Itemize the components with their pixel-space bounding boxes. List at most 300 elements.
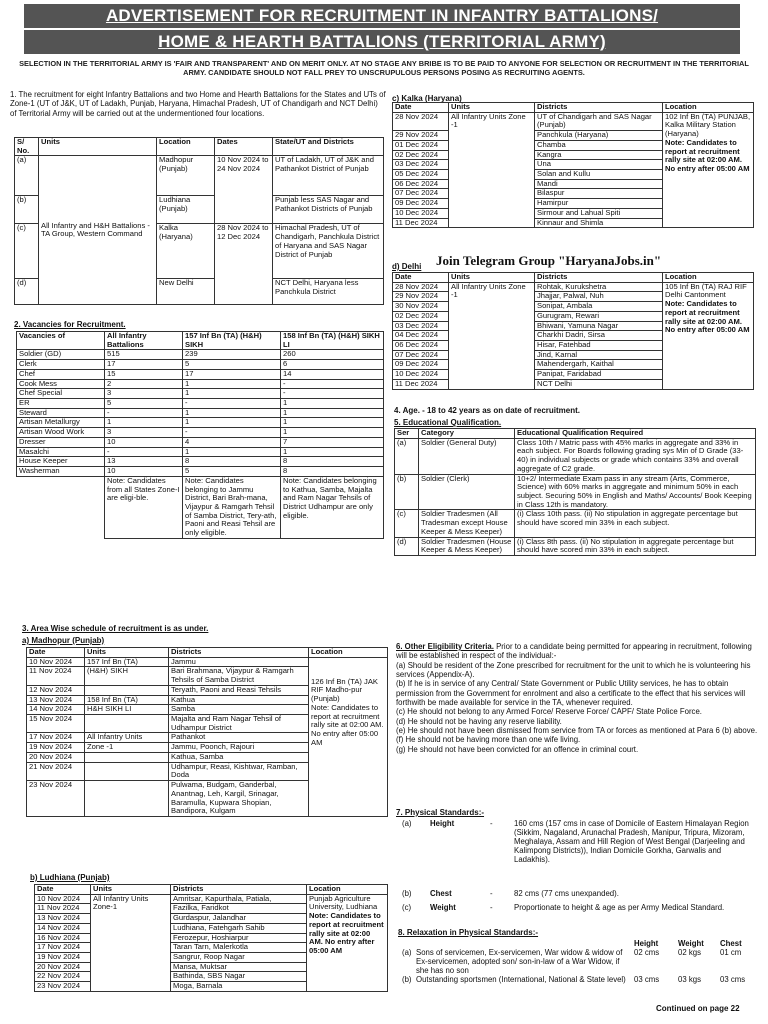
delhi-date: 02 Dec 2024: [393, 311, 449, 321]
relaxation-weight: 02 kgs: [678, 947, 701, 957]
vacancy-count: 2: [105, 379, 183, 389]
eligibility-item: (c) He should not belong to any Armed Force/ Reserve Force/ CAPF/ State Police Force.: [396, 707, 702, 717]
physical-ser: (b): [402, 889, 412, 898]
t1-header-dates: Dates: [215, 138, 273, 156]
vacancy-post: House Keeper: [17, 457, 105, 467]
vacancy-count: 5: [105, 399, 183, 409]
kalka-date: 10 Dec 2024: [393, 208, 449, 218]
vacancy-count: 1: [183, 408, 281, 418]
vacancy-count: 515: [105, 350, 183, 360]
education-requirement: (i) Class 8th pass. (ii) No stipulation in aggregate percentage but should have scored min 33% in each subject.: [515, 537, 756, 555]
madhopur-unit: H&H SIKH LI: [85, 705, 169, 715]
delhi-heading: d) Delhi: [392, 262, 422, 271]
t1-districts: Punjab less SAS Nagar and Pathankot Districts of Punjab: [273, 196, 384, 224]
vacancy-count: -: [183, 399, 281, 409]
kalka-header: Date: [393, 103, 449, 113]
madhopur-header: Districts: [169, 648, 309, 658]
eligibility-item: (g) He should not have been convicted for an offence in criminal court.: [396, 744, 639, 754]
ludhiana-note: Note: Candidates to report at recruitment rally site at 02:00 AM. No entry after 05:00 AM: [309, 911, 384, 956]
relaxation-text: Outstanding sportsmen (International, National & State level): [416, 974, 626, 984]
delhi-header: Location: [663, 273, 754, 283]
ludhiana-date: 23 Nov 2024: [35, 982, 91, 992]
t1-units: All Infantry and H&H Battalions - TA Group, Western Command: [39, 156, 157, 305]
physical-label: Weight: [430, 903, 456, 912]
vacancy-row: [17, 379, 384, 389]
edu-header: Ser: [395, 429, 419, 439]
vacancy-post: Artisan Wood Work: [17, 428, 105, 438]
telegram-watermark: Join Telegram Group "HaryanaJobs.in": [436, 253, 662, 268]
delhi-district: Panipat, Faridabad: [535, 370, 663, 380]
madhopur-district: Teryath, Paoni and Reasi Tehsils: [169, 685, 309, 695]
physical-value: 82 cms (77 cms unexpanded).: [514, 889, 619, 898]
t1-header-location: Location: [157, 138, 215, 156]
relaxation-weight: 03 kgs: [678, 974, 701, 984]
madhopur-header: Units: [85, 648, 169, 658]
vacancy-count: 4: [183, 437, 281, 447]
madhopur-date: 15 Nov 2024: [27, 715, 85, 733]
delhi-district: Charkhi Dadri, Sirsa: [535, 331, 663, 341]
madhopur-date: 11 Nov 2024: [27, 667, 85, 685]
t1-dates: 10 Nov 2024 to 24 Nov 2024: [215, 156, 273, 224]
vacancies-heading: 2. Vacancies for Recruitment.: [14, 320, 126, 329]
edu-header: Category: [419, 429, 515, 439]
ludhiana-district: Taran Tarn, Malerkotla: [171, 943, 307, 953]
madhopur-unit: [85, 762, 169, 780]
t1-header-districts: State/UT and Districts: [273, 138, 384, 156]
vacancy-count: 1: [281, 408, 384, 418]
delhi-district: NCT Delhi: [535, 379, 663, 389]
physical-value: Proportionate to height & age as per Army Medical Standard.: [514, 903, 725, 912]
relaxation-chest: 03 cms: [720, 974, 746, 984]
dash-separator: -: [490, 889, 493, 898]
madhopur-district: Pulwama, Budgam, Ganderbal, Anantnag, Leh, Kargil, Srinagar, Baramulla, Kupwara Shopian, Bandipora, Kulgam: [169, 781, 309, 817]
age-text: 4. Age. - 18 to 42 years as on date of recruitment.: [394, 406, 580, 415]
madhopur-heading: a) Madhopur (Punjab): [22, 636, 105, 645]
madhopur-district: Udhampur, Reasi, Kishtwar, Ramban, Doda: [169, 762, 309, 780]
delhi-date: 04 Dec 2024: [393, 331, 449, 341]
ludhiana-header: Districts: [171, 885, 307, 895]
vacancy-row: [17, 467, 384, 477]
kalka-district: Solan and Kullu: [535, 170, 663, 180]
education-table: [394, 428, 756, 556]
vacancy-row: [17, 369, 384, 379]
madhopur-location: [309, 657, 388, 816]
ludhiana-date: 22 Nov 2024: [35, 972, 91, 982]
vacancy-count: 1: [281, 447, 384, 457]
t1-location: Kalka (Haryana): [157, 224, 215, 279]
ludhiana-district: Sangrur, Roop Nagar: [171, 953, 307, 963]
relaxation-chest: 01 cm: [720, 947, 742, 957]
madhopur-date: 20 Nov 2024: [27, 752, 85, 762]
madhopur-district: Bari Brahmana, Vijaypur & Ramgarh Tehsils of Samba District: [169, 667, 309, 685]
t1-sno: (c): [15, 224, 39, 279]
t1-header-sno: S/ No.: [15, 138, 39, 156]
vacancy-post: Cook Mess: [17, 379, 105, 389]
edu-header: Educational Qualification Required: [515, 429, 756, 439]
kalka-heading: c) Kalka (Haryana): [392, 94, 462, 103]
vacancy-row: [17, 389, 384, 399]
delhi-date: 29 Nov 2024: [393, 292, 449, 302]
kalka-date: 07 Dec 2024: [393, 189, 449, 199]
madhopur-district: Samba: [169, 705, 309, 715]
schedule-heading: 3. Area Wise schedule of recruitment is as under.: [22, 624, 209, 633]
delhi-location: [663, 282, 754, 389]
vacancy-count: -: [281, 389, 384, 399]
education-category: Soldier Tradesmen (All Tradesman except House Keeper & Mess Keeper): [419, 510, 515, 537]
education-row: [395, 474, 756, 510]
madhopur-date: 23 Nov 2024: [27, 781, 85, 817]
kalka-unit: All Infantry Units Zone -1: [449, 112, 535, 228]
title-line-2: HOME & HEARTH BATTALIONS (TERRITORIAL ARMY): [24, 30, 740, 54]
ludhiana-location-name: Punjab Agriculture University, Ludhiana: [309, 893, 378, 912]
education-row: [395, 537, 756, 555]
ludhiana-district: Moga, Barnala: [171, 982, 307, 992]
ludhiana-heading: b) Ludhiana (Punjab): [30, 873, 110, 882]
kalka-date: 03 Dec 2024: [393, 160, 449, 170]
dash-separator: -: [490, 819, 493, 828]
eligibility-item: (f) He should not be having more than one wife living.: [396, 735, 581, 745]
madhopur-location-name: 126 Inf Bn (TA) JAK RIF Madho-pur (Punjab): [311, 676, 378, 704]
madhopur-date: 12 Nov 2024: [27, 685, 85, 695]
vacancy-count: 5: [183, 360, 281, 370]
relax-header-height: Height: [634, 939, 659, 948]
kalka-date: 05 Dec 2024: [393, 170, 449, 180]
vac-header: 157 Inf Bn (TA) (H&H) SIKH: [183, 332, 281, 350]
education-heading: 5. Educational Qualification.: [394, 418, 502, 427]
ludhiana-date: 11 Nov 2024: [35, 904, 91, 914]
vacancy-post: Chef: [17, 369, 105, 379]
vacancy-count: 1: [281, 399, 384, 409]
vacancy-count: 1: [183, 379, 281, 389]
ludhiana-district: Amritsar, Kapurthala, Patiala,: [171, 894, 307, 904]
madhopur-unit: [85, 685, 169, 695]
eligibility-heading: 6. Other Eligibility Criteria.: [396, 642, 494, 651]
vacancy-count: 10: [105, 467, 183, 477]
relaxation-heading: 8. Relaxation in Physical Standards:-: [398, 928, 539, 937]
madhopur-district: Jammu, Poonch, Rajouri: [169, 743, 309, 753]
relaxation-row: [400, 949, 760, 976]
t1-sno: (a): [15, 156, 39, 196]
madhopur-district: Jammu: [169, 657, 309, 667]
kalka-district: Sirmour and Lahual Spiti: [535, 208, 663, 218]
ludhiana-unit: All Infantry Units Zone-1: [91, 894, 171, 991]
delhi-date: 07 Dec 2024: [393, 350, 449, 360]
vac-header: All Infantry Battalions: [105, 332, 183, 350]
delhi-district: Mahendergarh, Kaithal: [535, 360, 663, 370]
vacancies-table: [16, 331, 384, 539]
vacancy-post: Steward: [17, 408, 105, 418]
physical-ser: (c): [402, 903, 412, 912]
madhopur-date: 19 Nov 2024: [27, 743, 85, 753]
kalka-date: 02 Dec 2024: [393, 150, 449, 160]
vacancy-post: Washerman: [17, 467, 105, 477]
t1-districts: UT of Ladakh, UT of J&K and Pathankot District of Punjab: [273, 156, 384, 196]
vacancy-count: 17: [183, 369, 281, 379]
vacancy-count: 8: [281, 467, 384, 477]
kalka-district: Bilaspur: [535, 189, 663, 199]
vacancy-count: 260: [281, 350, 384, 360]
madhopur-district: Pathankot: [169, 733, 309, 743]
madhopur-date: 14 Nov 2024: [27, 705, 85, 715]
vacancy-row: [17, 447, 384, 457]
ludhiana-location: [307, 894, 388, 991]
education-ser: (b): [395, 474, 419, 510]
vac-note: Note: Candidates belonging to Kathua, Samba, Majalta and Ram Nagar Tehsils of District Udhampur are only eligible.: [281, 476, 384, 538]
delhi-date: 10 Dec 2024: [393, 370, 449, 380]
ludhiana-date: 14 Nov 2024: [35, 923, 91, 933]
madhopur-district: Majalta and Ram Nagar Tehsil of Udhampur District: [169, 715, 309, 733]
vac-header: Vacancies of: [17, 332, 105, 350]
eligibility-item: (b) If he is in service of any Central/ State Government or Public Utility services, he has to obtain permission from the Government for enrolment and also a certificate to the effect that his services will forthwith be made available for service in the TA, whenever required.: [396, 679, 746, 708]
kalka-district: Panchkula (Haryana): [535, 131, 663, 141]
ludhiana-header: Date: [35, 885, 91, 895]
kalka-date: 29 Nov 2024: [393, 131, 449, 141]
kalka-row: [393, 112, 754, 130]
kalka-date: 11 Dec 2024: [393, 218, 449, 228]
vacancy-count: 1: [183, 418, 281, 428]
physical-label: Height: [430, 819, 455, 828]
madhopur-unit: (H&H) SIKH: [85, 667, 169, 685]
vacancy-count: 1: [183, 389, 281, 399]
vacancy-count: 1: [281, 418, 384, 428]
vacancy-count: 8: [183, 457, 281, 467]
education-ser: (a): [395, 438, 419, 474]
physical-row: [400, 820, 758, 890]
physical-row: [400, 890, 758, 904]
kalka-district: Mandi: [535, 179, 663, 189]
vacancy-count: 7: [281, 437, 384, 447]
vacancy-row: [17, 428, 384, 438]
vac-header: 158 Inf Bn (TA) (H&H) SIKH LI: [281, 332, 384, 350]
education-requirement: (i) Class 10th pass. (ii) No stipulation in aggregate percentage but should have scored min 33% in each subject.: [515, 510, 756, 537]
madhopur-date: 13 Nov 2024: [27, 695, 85, 705]
vacancy-post: Dresser: [17, 437, 105, 447]
kalka-district: Kinnaur and Shimla: [535, 218, 663, 228]
eligibility-item: (d) He should not be having any reserve liability.: [396, 716, 562, 726]
delhi-date: 28 Nov 2024: [393, 282, 449, 292]
vacancy-post: ER: [17, 399, 105, 409]
madhopur-unit: [85, 752, 169, 762]
t1-sno: (d): [15, 279, 39, 305]
delhi-note: Note: Candidates to report at recruitment rally site at 02:00 AM. No entry after 05:00 AM: [665, 299, 750, 335]
vacancy-row: [17, 360, 384, 370]
vacancy-count: 15: [105, 369, 183, 379]
kalka-header: Units: [449, 103, 535, 113]
kalka-district: Una: [535, 160, 663, 170]
ludhiana-district: Mansa, Muktsar: [171, 962, 307, 972]
locations-table: [14, 137, 384, 305]
physical-ser: (a): [402, 819, 412, 828]
t1-dates: 28 Nov 2024 to 12 Dec 2024: [215, 224, 273, 305]
madhopur-date: 10 Nov 2024: [27, 657, 85, 667]
relax-header-chest: Chest: [720, 939, 742, 948]
relaxation-height: 02 cms: [634, 947, 660, 957]
continued-text: Continued on page 22: [656, 1004, 740, 1013]
education-category: Soldier (General Duty): [419, 438, 515, 474]
physical-table: [400, 820, 758, 918]
vacancy-count: 13: [105, 457, 183, 467]
education-row: [395, 438, 756, 474]
education-category: Soldier (Clerk): [419, 474, 515, 510]
physical-row: [400, 904, 758, 918]
physical-heading: 7. Physical Standards:-: [396, 808, 485, 817]
kalka-date: 28 Nov 2024: [393, 112, 449, 130]
madhopur-header: Location: [309, 648, 388, 658]
vacancy-count: -: [183, 428, 281, 438]
vacancy-count: 10: [105, 437, 183, 447]
ludhiana-date: 17 Nov 2024: [35, 943, 91, 953]
title-line-1: ADVERTISEMENT FOR RECRUITMENT IN INFANTRY BATTALIONS/: [24, 4, 740, 28]
ludhiana-district: Fazilka, Faridkot: [171, 904, 307, 914]
vacancy-post: Masalchi: [17, 447, 105, 457]
madhopur-date: 21 Nov 2024: [27, 762, 85, 780]
t1-districts: Himachal Pradesh, UT of Chandigarh, Panchkula District of Haryana and SAS Nagar District of Punjab: [273, 224, 384, 279]
education-requirement: 10+2/ Intermediate Exam pass in any stream (Arts, Commerce, Science) with 60% marks in aggregate and minimum 50% in each subject. Securing 50% in English and Maths/ Accounts/ Book Keeping in Class 12th is mandatory.: [515, 474, 756, 510]
kalka-district: UT of Chandigarh and SAS Nagar (Punjab): [535, 112, 663, 130]
vacancy-post: Clerk: [17, 360, 105, 370]
kalka-date: 06 Dec 2024: [393, 179, 449, 189]
ludhiana-date: 16 Nov 2024: [35, 933, 91, 943]
vacancy-count: -: [281, 379, 384, 389]
vac-note: Note: Candidates from all States Zone-I are eligi-ble.: [105, 476, 183, 538]
ludhiana-header: Location: [307, 885, 388, 895]
kalka-district: Hamirpur: [535, 199, 663, 209]
ludhiana-district: Ferozepur, Hoshiarpur: [171, 933, 307, 943]
t1-location: Madhopur (Punjab): [157, 156, 215, 196]
delhi-header: Districts: [535, 273, 663, 283]
delhi-date: 03 Dec 2024: [393, 321, 449, 331]
vacancy-post: Artisan Metallurgy: [17, 418, 105, 428]
madhopur-unit: 157 Inf Bn (TA): [85, 657, 169, 667]
madhopur-district: Kathua: [169, 695, 309, 705]
vacancy-count: 1: [105, 418, 183, 428]
ludhiana-district: Ludhiana, Fatehgarh Sahib: [171, 923, 307, 933]
delhi-date: 06 Dec 2024: [393, 341, 449, 351]
relaxation-text: Sons of servicemen, Ex-servicemen, War widow & widow of Ex-servicemen, adopted son/ son-in-law of a War Widow, if she has no son: [416, 947, 623, 975]
relaxation-ser: (a): [402, 947, 412, 957]
delhi-district: Jind, Karnal: [535, 350, 663, 360]
education-row: [395, 510, 756, 537]
madhopur-unit: [85, 781, 169, 817]
physical-value: 160 cms (157 cms in case of Domicile of Eastern Himalayan Region (Sikkim, Nagaland, Arunachal Pradesh, Manipur, Tripura, Mizoram, Meghalaya, Assam and Hill Region of West Bengal (Darjeeling and Kalimpong Districts)), Indian Domicile Gorkha, Garwalis and Ladakhis).: [514, 819, 749, 864]
vacancy-count: 1: [281, 428, 384, 438]
education-ser: (d): [395, 537, 419, 555]
kalka-table: [392, 102, 754, 228]
vacancy-count: -: [105, 447, 183, 457]
delhi-table: [392, 272, 754, 390]
vacancy-post: Soldier (GD): [17, 350, 105, 360]
delhi-unit: All Infantry Units Zone -1: [449, 282, 535, 389]
madhopur-table: [26, 647, 388, 817]
relaxation-ser: (b): [402, 974, 412, 984]
eligibility-item: (e) He should not have been dismissed from service from TA or forces as mentioned at Para 6 (b) above.: [396, 726, 758, 736]
ludhiana-table: [34, 884, 388, 992]
intro-paragraph: 1. The recruitment for eight Infantry Battalions and two Home and Hearth Battalions for the States and UTs of Zone-1 (UT of J&K, UT of Ladakh, Punjab, Haryana, Himachal Pradesh, UT of Chandigarh and NCT Delhi) of Territorial Army will be carried out at the undermentioned four locations.: [10, 90, 386, 118]
eligibility-intro: Prior to a candidate being permitted for appearing in recruitment, following will be established in respect of the individual:-: [396, 642, 752, 661]
vacancy-count: 1: [183, 447, 281, 457]
madhopur-unit: 158 Inf Bn (TA): [85, 695, 169, 705]
madhopur-note: Note: Candidates to report at recruitment rally site at 02:00 AM. No entry after 05:00 AM: [311, 702, 384, 747]
ludhiana-date: 20 Nov 2024: [35, 962, 91, 972]
kalka-header: Districts: [535, 103, 663, 113]
kalka-date: 01 Dec 2024: [393, 140, 449, 150]
madhopur-unit: Zone -1: [85, 743, 169, 753]
relax-header-weight: Weight: [678, 939, 704, 948]
madhopur-district: Kathua, Samba: [169, 752, 309, 762]
eligibility-item: (a) Should be resident of the Zone prescribed for recruitment for the unit to which he is volunteering his services (Appendix-A).: [396, 660, 751, 680]
vacancy-row: [17, 437, 384, 447]
madhopur-unit: [85, 715, 169, 733]
madhopur-unit: All Infantry Units: [85, 733, 169, 743]
physical-label: Chest: [430, 889, 452, 898]
ludhiana-date: 13 Nov 2024: [35, 914, 91, 924]
ludhiana-header: Units: [91, 885, 171, 895]
kalka-header: Location: [663, 103, 754, 113]
vacancy-count: 239: [183, 350, 281, 360]
madhopur-header: Date: [27, 648, 85, 658]
vacancy-count: 3: [105, 428, 183, 438]
delhi-district: Jhajjar, Palwal, Nuh: [535, 292, 663, 302]
ludhiana-district: Bathinda, SBS Nagar: [171, 972, 307, 982]
vacancy-count: 8: [281, 457, 384, 467]
kalka-note: Note: Candidates to report at recruitment rally site at 02:00 AM. No entry after 05:00 AM: [665, 137, 750, 174]
t1-location: New Delhi: [157, 279, 215, 305]
vacancy-count: 17: [105, 360, 183, 370]
delhi-header: Units: [449, 273, 535, 283]
kalka-location-name: 102 Inf Bn (TA) PUNJAB, Kalka Military Station (Haryana): [665, 111, 751, 139]
eligibility-section: [396, 642, 758, 754]
vacancy-post: Chef Special: [17, 389, 105, 399]
vacancy-count: 14: [281, 369, 384, 379]
delhi-date: 09 Dec 2024: [393, 360, 449, 370]
ludhiana-district: Gurdaspur, Jalandhar: [171, 914, 307, 924]
delhi-header: Date: [393, 273, 449, 283]
delhi-district: Gurugram, Rewari: [535, 311, 663, 321]
madhopur-date: 17 Nov 2024: [27, 733, 85, 743]
vacancy-count: -: [105, 408, 183, 418]
education-requirement: Class 10th / Matric pass with 45% marks in aggregate and 33% in each subject. For Boards following grading sys Min of D Grade (33-40) in individual subjects or grade which contains 33% and overall aggregate of C2 grade.: [515, 438, 756, 474]
delhi-district: Sonipat, Ambala: [535, 302, 663, 312]
delhi-location-name: 105 Inf Bn (TA) RAJ RIF Delhi Cantonment: [665, 281, 747, 300]
relaxation-table: [400, 940, 760, 985]
t1-location: Ludhiana (Punjab): [157, 196, 215, 224]
dash-separator: -: [490, 903, 493, 912]
ludhiana-date: 10 Nov 2024: [35, 894, 91, 904]
vacancy-row: [17, 457, 384, 467]
vacancy-count: 3: [105, 389, 183, 399]
education-category: Soldier Tradesmen (House Keeper & Mess Keeper): [419, 537, 515, 555]
kalka-date: 09 Dec 2024: [393, 199, 449, 209]
kalka-district: Kangra: [535, 150, 663, 160]
ludhiana-date: 19 Nov 2024: [35, 953, 91, 963]
relaxation-height: 03 cms: [634, 974, 660, 984]
vacancy-count: 6: [281, 360, 384, 370]
delhi-date: 11 Dec 2024: [393, 379, 449, 389]
relaxation-row: [400, 976, 760, 985]
notice-text: SELECTION IN THE TERRITORIAL ARMY IS 'FAIR AND TRANSPARENT' AND ON MERIT ONLY. AT NO STAGE ANY BRIBE IS TO BE PAID TO ANYONE FOR SELECTION OR RECRUITMENT IN THE TERRITORIAL ARMY. CANDIDATE SHOULD NOT FALL PREY TO UNSCRUPULOUS PERSONS POSING AS RECRUITING AGENTS.: [19, 59, 749, 77]
delhi-district: Rohtak, Kurukshetra: [535, 282, 663, 292]
vacancy-row: [17, 399, 384, 409]
t1-sno: (b): [15, 196, 39, 224]
delhi-district: Bhiwani, Yamuna Nagar: [535, 321, 663, 331]
kalka-location: [663, 112, 754, 228]
delhi-date: 30 Nov 2024: [393, 302, 449, 312]
vacancy-row: [17, 350, 384, 360]
vac-note: Note: Candidates belonging to Jammu District, Bari Brah-mana, Vijaypur & Ramgarh Tehsil of Samba District, Tery-ath, Paoni and Reasi Tehsil are only eligible.: [183, 476, 281, 538]
education-ser: (c): [395, 510, 419, 537]
delhi-district: Hisar, Fatehbad: [535, 341, 663, 351]
kalka-district: Chamba: [535, 140, 663, 150]
